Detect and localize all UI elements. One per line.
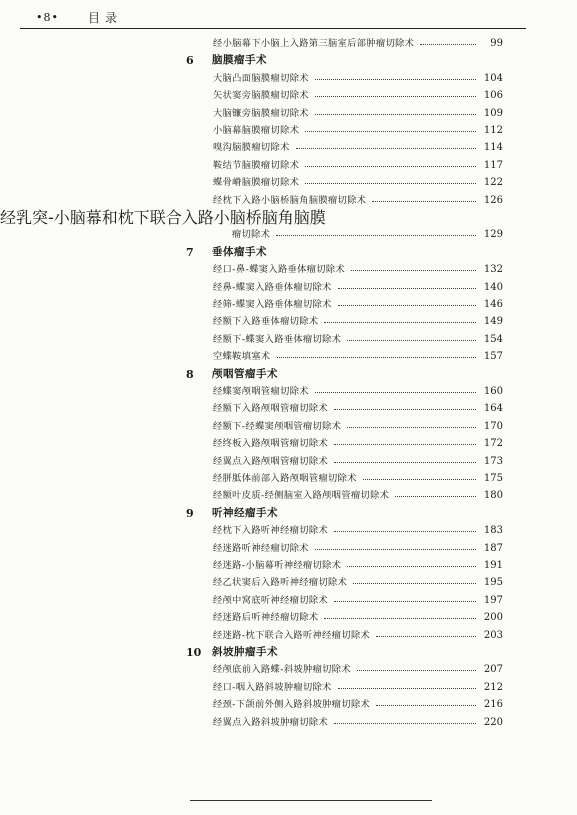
toc-page-number: 99 [490, 38, 503, 49]
toc-page-number: 109 [483, 107, 503, 119]
toc-page-number: 183 [483, 525, 503, 537]
toc-page-number: 180 [483, 490, 503, 502]
toc-entry-title: 经翼点入路颅咽管瘤切除术 [213, 455, 329, 467]
toc-entry-title: 经额叶皮质-经侧脑室入路颅咽管瘤切除术 [213, 490, 390, 502]
toc-entry [213, 679, 503, 696]
toc-page-number: 203 [483, 629, 503, 641]
toc-page-number: 220 [483, 716, 503, 728]
dot-leader [334, 601, 476, 602]
toc-entry [213, 522, 503, 539]
toc-entry [213, 383, 503, 400]
toc-entry-title: 大脑镰旁脑膜瘤切除术 [213, 107, 309, 119]
toc-entry [213, 487, 503, 504]
toc-page-number: 191 [483, 560, 503, 571]
toc-entry [213, 540, 503, 557]
footer-rule [190, 800, 432, 801]
toc-entry [213, 313, 503, 330]
chapter-title: 颅咽管瘤手术 [212, 367, 278, 380]
toc-entry [213, 627, 503, 644]
toc-entry [213, 87, 503, 104]
dot-leader [357, 670, 476, 671]
toc-page-number: 207 [483, 664, 503, 676]
dot-leader [296, 148, 476, 149]
dot-leader [315, 549, 476, 550]
toc-entry-title: 经颈-下颌前外侧入路斜坡肿瘤切除术 [213, 699, 371, 711]
chapter-number: 6 [186, 54, 194, 68]
toc-page-number: 172 [483, 438, 503, 450]
toc-entry [213, 574, 503, 591]
toc-page-number: 200 [483, 612, 503, 624]
chapter-title: 垂体瘤手术 [212, 245, 267, 258]
toc-entry-title: 经额下-经蝶窦颅咽管瘤切除术 [213, 420, 342, 432]
toc-entry [213, 470, 503, 487]
chapter-heading [186, 52, 506, 69]
toc-entry-title: 经颅中窝底听神经瘤切除术 [213, 594, 329, 606]
toc-entry-title: 经乙状窦后入路听神经瘤切除术 [213, 577, 348, 589]
toc-entry-title: 经额下-蝶窦入路垂体瘤切除术 [213, 333, 342, 345]
toc-page-number: 212 [483, 681, 503, 693]
toc-entry-title: 经终板入路颅咽管瘤切除术 [213, 438, 329, 450]
toc-entry-title: 矢状窦旁脑膜瘤切除术 [213, 90, 309, 102]
toc-entry-title: 大脑凸面脑膜瘤切除术 [213, 72, 309, 84]
toc-entry-title: 嗅沟脑膜瘤切除术 [213, 142, 290, 154]
toc-entry-title: 空蝶鞍填塞术 [213, 351, 271, 363]
toc-page-number: 160 [483, 386, 503, 397]
toc-entry-title: 经口-鼻-蝶窦入路垂体瘤切除术 [213, 264, 346, 276]
toc-entry [213, 192, 503, 209]
dot-leader [305, 166, 476, 167]
dot-leader [372, 201, 476, 202]
header-title: 目录 [88, 11, 123, 25]
dot-leader [334, 409, 476, 410]
toc-entry-title-line: 经乳突-小脑幕和枕下联合入路小脑桥脑角脑膜 [0, 208, 326, 227]
toc-entry [213, 261, 503, 278]
toc-page-number: 164 [483, 403, 503, 415]
dot-leader [420, 44, 476, 45]
toc-page-number: 187 [483, 542, 503, 554]
toc-entry-continuation [232, 226, 503, 243]
toc-page-number: 140 [483, 281, 503, 293]
toc-entry-title: 经筛-蝶窦入路垂体瘤切除术 [213, 299, 332, 310]
toc-entry [213, 435, 503, 452]
toc-entry [213, 592, 503, 609]
dot-leader [338, 288, 476, 289]
dot-leader [347, 427, 476, 428]
dot-leader [324, 618, 476, 619]
chapter-heading [186, 366, 506, 383]
chapter-heading [186, 644, 506, 661]
toc-entry [213, 348, 503, 365]
dot-leader [315, 96, 476, 97]
dot-leader [305, 131, 476, 132]
dot-leader [376, 636, 476, 637]
toc-page-number: 157 [483, 351, 503, 363]
toc-entry [213, 400, 503, 417]
dot-leader [338, 305, 476, 306]
toc-page-number: 117 [483, 159, 503, 171]
toc-page-number: 154 [483, 333, 503, 345]
toc-entry-title: 小脑幕脑膜瘤切除术 [213, 125, 300, 136]
toc-page-number: 132 [483, 264, 503, 276]
dot-leader [334, 723, 476, 724]
toc-entry-title: 经小脑幕下小脑上入路第三脑室后部肿瘤切除术 [213, 38, 415, 49]
toc-entry-title: 经鼻-蝶窦入路垂体瘤切除术 [213, 281, 332, 293]
chapter-number: 10 [186, 646, 202, 659]
toc-entry [213, 661, 503, 678]
dot-leader [334, 444, 476, 445]
dot-leader [395, 496, 476, 497]
toc-entry [213, 557, 503, 574]
toc-entry-title: 鞍结节脑膜瘤切除术 [213, 159, 300, 171]
dot-leader [315, 392, 476, 393]
toc-entry [213, 139, 503, 156]
toc-entry [213, 609, 503, 626]
toc-page-number: 114 [483, 142, 503, 154]
dot-leader [353, 583, 476, 584]
toc-entry-title: 经翼点入路斜坡肿瘤切除术 [213, 716, 329, 728]
dot-leader [334, 531, 476, 532]
toc-page-number: 104 [483, 72, 503, 84]
dot-leader [363, 479, 476, 480]
dot-leader [315, 114, 476, 115]
toc-page-number: 112 [483, 125, 503, 136]
running-header [36, 9, 507, 26]
chapter-title: 听神经瘤手术 [212, 506, 278, 519]
toc-entry-title: 经额下入路垂体瘤切除术 [213, 316, 319, 328]
toc-entry-title: 经蝶窦颅咽管瘤切除术 [213, 386, 309, 397]
toc-entry [213, 279, 503, 296]
toc-page-number: 106 [483, 90, 503, 102]
dot-leader [338, 688, 476, 689]
dot-leader [334, 462, 476, 463]
toc-entry [213, 70, 503, 87]
toc-entry [213, 418, 503, 435]
toc-page-number: 170 [483, 420, 503, 432]
chapter-number: 9 [186, 506, 194, 520]
toc-entry [213, 453, 503, 470]
dot-leader [305, 183, 476, 184]
toc-entry-title: 经枕下入路听神经瘤切除术 [213, 525, 329, 537]
dot-leader [376, 705, 476, 706]
toc-page-number: 126 [483, 194, 503, 206]
chapter-heading [186, 244, 506, 261]
toc-page-number: 146 [483, 299, 503, 310]
dot-leader [351, 270, 476, 271]
toc-page-number: 197 [483, 594, 503, 606]
chapter-number: 7 [186, 245, 194, 259]
toc-entry [213, 296, 503, 313]
dot-leader [315, 79, 476, 80]
chapter-title: 斜坡肿瘤手术 [212, 646, 278, 658]
toc-entry-title: 经迷路后听神经瘤切除术 [213, 612, 319, 624]
dot-leader [347, 566, 476, 567]
toc-page-number: 216 [483, 699, 503, 711]
toc-entry-title: 经额下入路颅咽管瘤切除术 [213, 403, 329, 415]
dot-leader [347, 340, 476, 341]
toc-entry-title: 经迷路听神经瘤切除术 [213, 542, 309, 554]
toc-entry-title: 经迷路-枕下联合入路听神经瘤切除术 [213, 629, 371, 641]
toc-page-number: 149 [483, 316, 503, 328]
dot-leader [324, 322, 476, 323]
header-rule [20, 28, 526, 29]
toc-entry-title: 经枕下入路小脑桥脑角脑膜瘤切除术 [213, 194, 367, 206]
toc-entry [213, 105, 503, 122]
toc-page-number: 175 [483, 473, 503, 484]
toc-page-number: 122 [483, 177, 503, 189]
toc-page-number: 195 [483, 577, 503, 589]
toc-entry [213, 35, 503, 52]
toc-entry [213, 174, 503, 191]
toc-entry-title: 蝶骨嵴脑膜瘤切除术 [213, 177, 300, 189]
dot-leader [277, 357, 476, 358]
toc-page-number: 173 [483, 455, 503, 467]
toc-entry-title: 经胼胝体前部入路颅咽管瘤切除术 [213, 473, 357, 484]
toc-entry-title: 经颅底前入路蝶-斜坡肿瘤切除术 [213, 664, 351, 676]
chapter-number: 8 [186, 367, 194, 381]
toc-entry [213, 157, 503, 174]
toc-entry [213, 331, 503, 348]
toc-entry [213, 122, 503, 139]
toc-entry-title: 瘤切除术 [232, 229, 271, 241]
dot-leader [276, 235, 476, 236]
toc-entry [213, 714, 503, 731]
chapter-title: 脑膜瘤手术 [212, 54, 267, 67]
toc-page-number: 129 [483, 229, 503, 241]
chapter-heading [186, 505, 506, 522]
toc-entry-title: 经迷路-小脑幕听神经瘤切除术 [213, 560, 342, 571]
toc-entry [213, 696, 503, 713]
toc-entry-title: 经口-咽入路斜坡肿瘤切除术 [213, 681, 332, 693]
header-page-number: •8• [36, 11, 59, 24]
